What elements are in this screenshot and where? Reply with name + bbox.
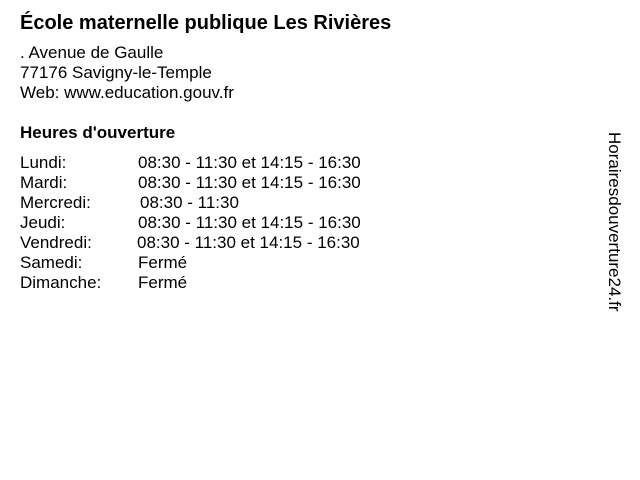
hours-day-label: Lundi:: [20, 153, 67, 172]
hours-time-value: Fermé: [138, 273, 188, 292]
hours-day-label: Mardi:: [20, 173, 68, 192]
hours-time-value: Fermé: [138, 253, 188, 272]
hours-time-value: 08:30 - 11:30: [140, 193, 239, 212]
hours-day-label: Mercredi:: [20, 193, 91, 212]
hours-time-value: 08:30 - 11:30 et 14:15 - 16:30: [138, 153, 361, 172]
address-street: . Avenue de Gaulle: [20, 43, 164, 62]
hours-time-value: 08:30 - 11:30 et 14:15 - 16:30: [137, 233, 360, 252]
hours-day-label: Jeudi:: [20, 213, 66, 232]
address-block: [20, 43, 234, 103]
address-web: Web: www.education.gouv.fr: [20, 83, 234, 102]
hours-time-value: 08:30 - 11:30 et 14:15 - 16:30: [138, 213, 361, 232]
address-city: 77176 Savigny-le-Temple: [20, 63, 212, 82]
hours-day-label: Dimanche:: [20, 273, 102, 292]
hours-heading: Heures d'ouverture: [20, 123, 176, 142]
hours-day-label: Vendredi:: [20, 233, 92, 252]
page-title: École maternelle publique Les Rivières: [20, 12, 392, 34]
site-watermark: Horairesdouverture24.fr: [605, 132, 624, 312]
hours-time-value: 08:30 - 11:30 et 14:15 - 16:30: [138, 173, 361, 192]
hours-day-label: Samedi:: [20, 253, 83, 272]
